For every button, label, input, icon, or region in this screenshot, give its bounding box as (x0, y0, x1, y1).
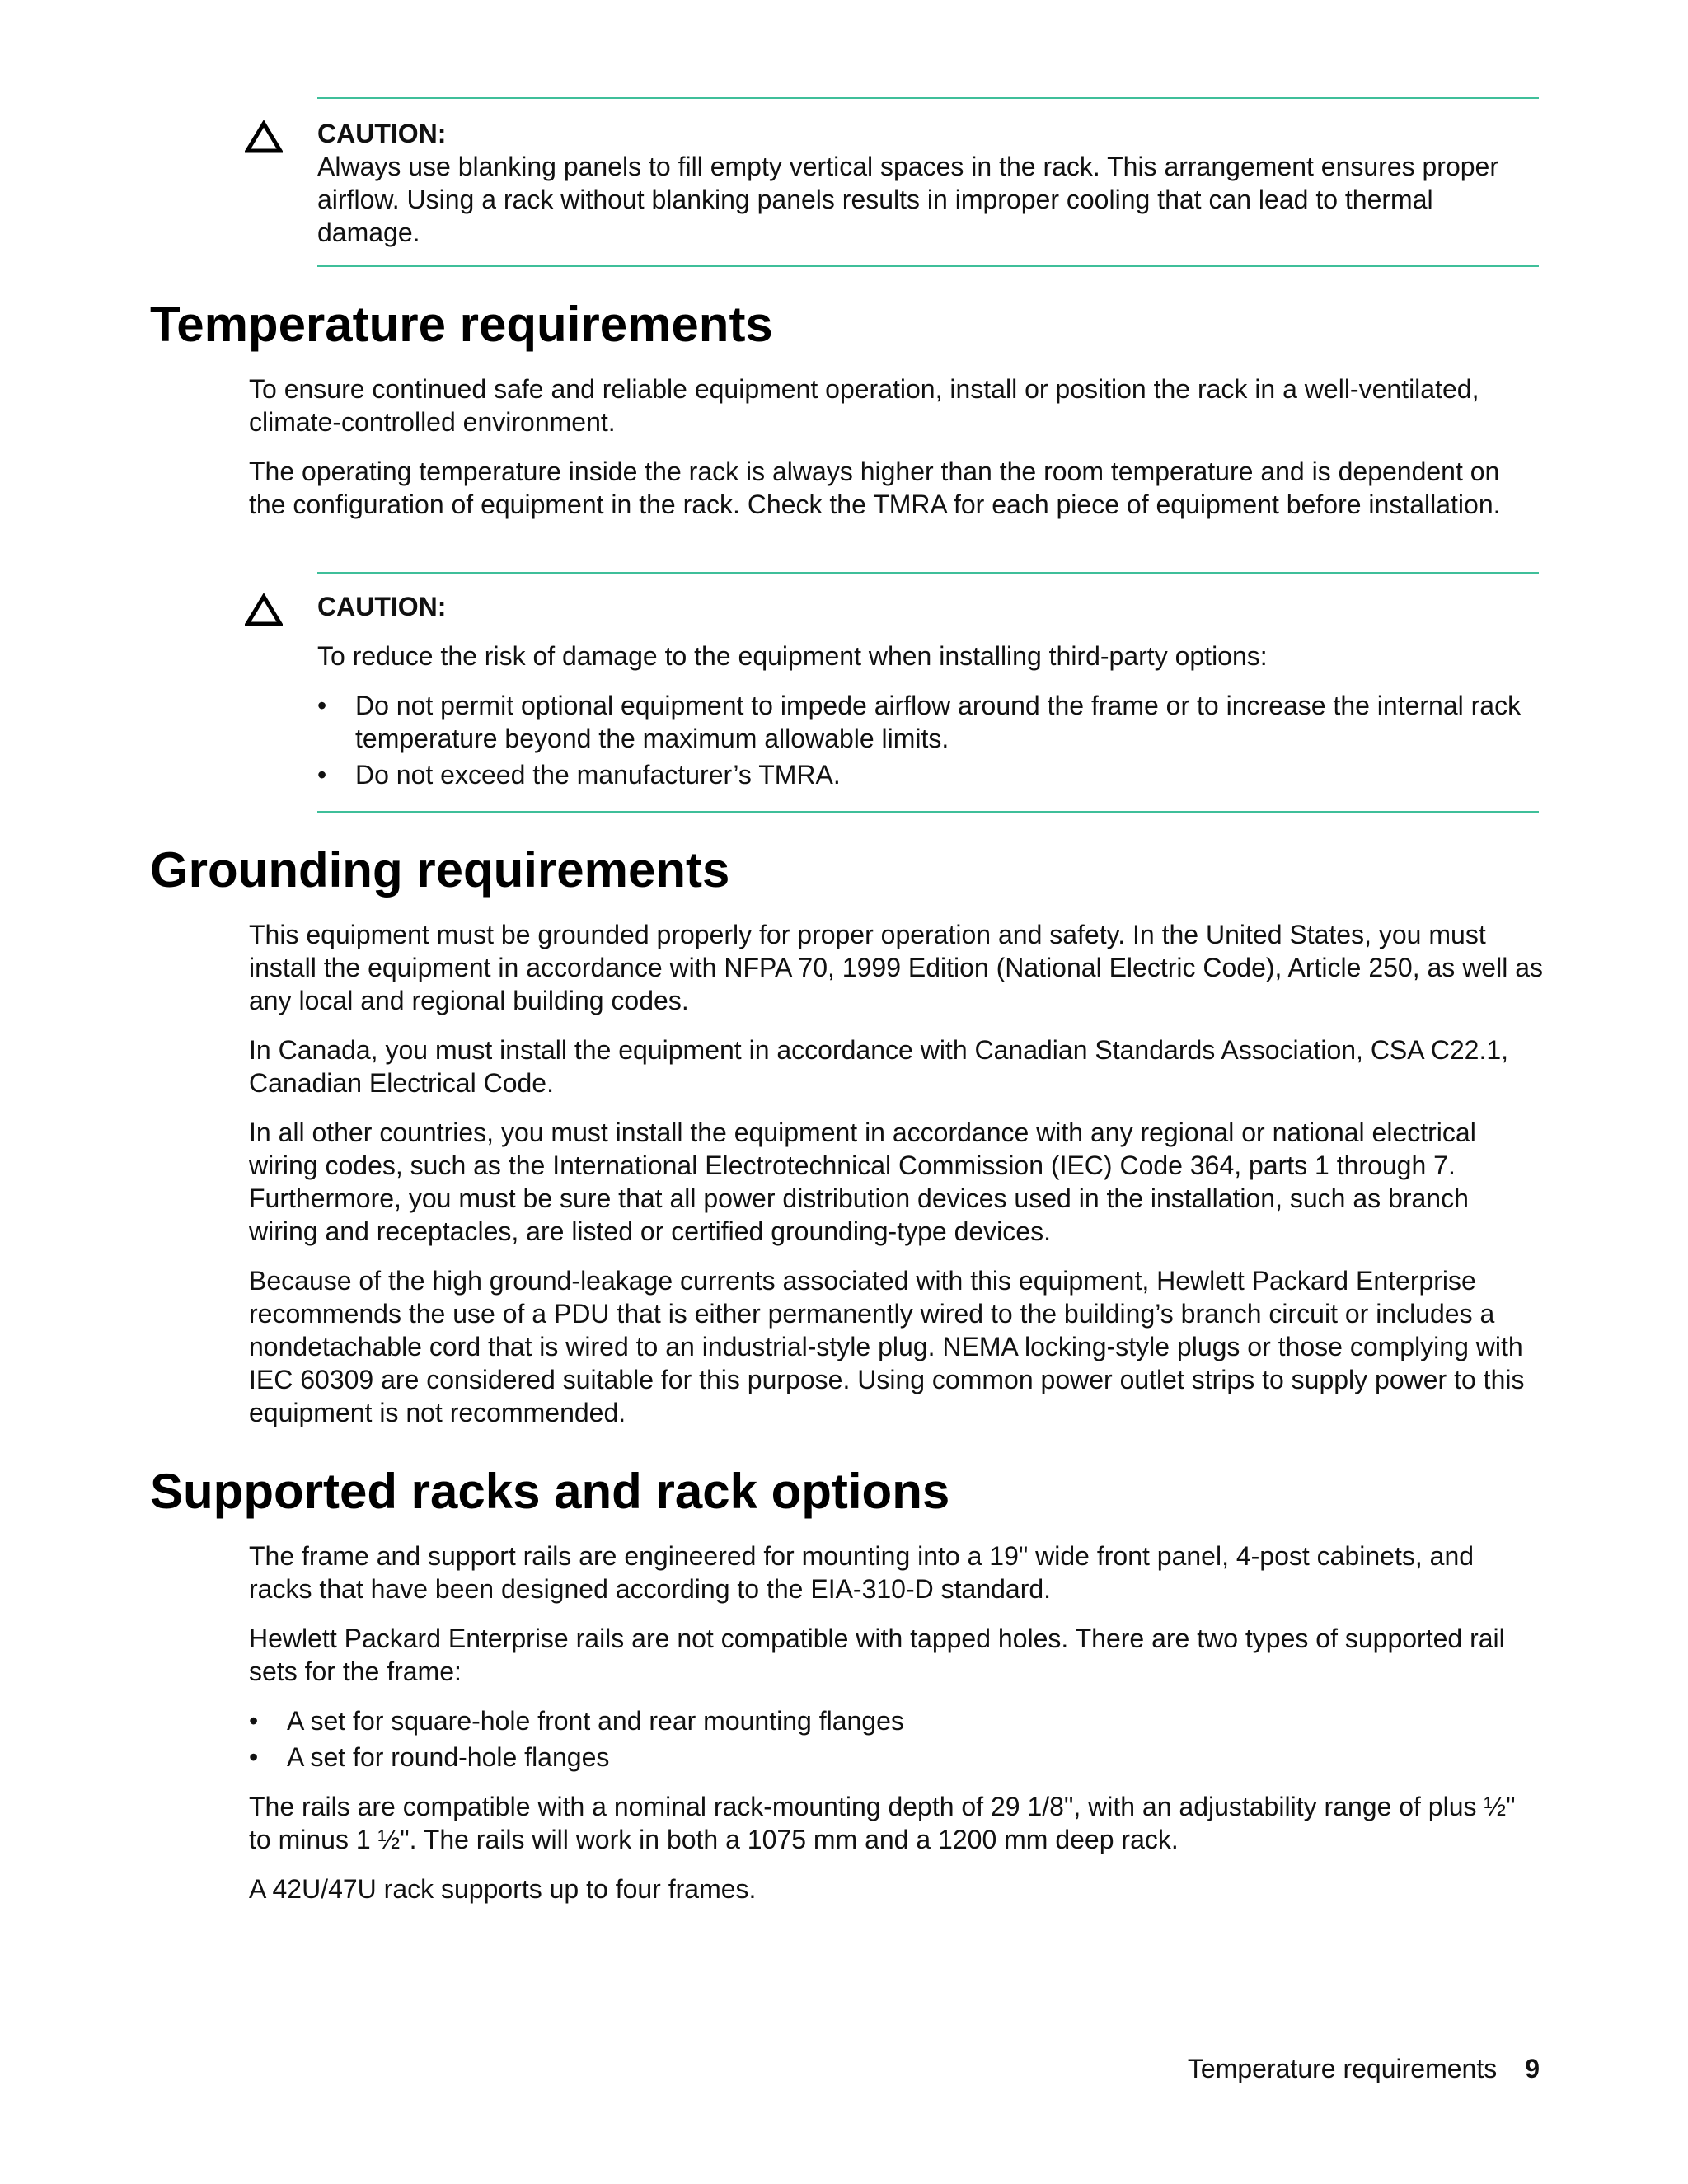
heading-supported-racks: Supported racks and rack options (150, 1464, 950, 1519)
bullet-glyph: • (317, 691, 327, 720)
grounding-paragraph-3: In all other countries, you must install the equipment in accordance with any regional or national electrical wiring codes, such as the International Electrotechnical Commission (IEC) Code 364, parts 1 through 7. Furthermore, you must be sure that all power distribution devices used in the installation, such as branch wiring and receptacles, are listed or certified grounding-type devices. (249, 1118, 1476, 1246)
grounding-paragraph-1: This equipment must be grounded properly for proper operation and safety. In the United States, you must install the equipment in accordance with NFPA 70, 1999 Edition (National Electric Code), Article 250, as well as any local and regional building codes. (249, 920, 1543, 1015)
footer-section-title: Temperature requirements (1187, 2054, 1498, 2083)
rail-sets-bullet-list (249, 1704, 1543, 1774)
page-footer (1188, 2052, 1540, 2085)
bullet-glyph: • (249, 1706, 259, 1736)
list-item (317, 689, 1539, 755)
grounding-paragraph-2: In Canada, you must install the equipment in accordance with Canadian Standards Association, CSA C22.1, Canadian Electrical Code. (249, 1035, 1509, 1098)
temperature-body (249, 373, 1543, 537)
grounding-paragraph-4: Because of the high ground-leakage currents associated with this equipment, Hewlett Packard Enterprise recommends the use of a PDU that is either permanently wired to the building’s branch circuit or includes a nondetachable cord that is wired to an industrial-style plug. NEMA locking-style plugs or those complying with IEC 60309 are considered suitable for this purpose. Using common power outlet strips to supply power to this equipment is not recommended. (249, 1266, 1525, 1427)
caution-note-blanking-panels (317, 97, 1539, 267)
list-item-text: A set for round-hole flanges (287, 1742, 610, 1772)
racks-paragraph-1: The frame and support rails are engineered for mounting into a 19" wide front panel, 4-post cabinets, and racks that have been designed according to the EIA-310-D standard. (249, 1541, 1475, 1604)
bullet-glyph: • (317, 760, 327, 790)
caution-triangle-icon (245, 593, 283, 626)
list-item-text: Do not permit optional equipment to impede airflow around the frame or to increase the internal rack temperature beyond the maximum allowable limits. (355, 691, 1522, 753)
racks-paragraph-3: The rails are compatible with a nominal rack-mounting depth of 29 1/8", with an adjustability range of plus ½" to minus 1 ½". The rails will work in both a 1075 mm and a 1200 mm deep rack. (249, 1792, 1516, 1854)
caution-note-third-party-options (317, 572, 1539, 813)
caution-label: CAUTION: (317, 592, 447, 621)
caution-label: CAUTION: (317, 119, 447, 148)
temperature-paragraph-2: The operating temperature inside the rack is always higher than the room temperature and is dependent on the configuration of equipment in the rack. Check the TMRA for each piece of equipment before installation. (249, 457, 1501, 519)
caution-intro: To reduce the risk of damage to the equipment when installing third-party options: (317, 641, 1268, 671)
heading-grounding-requirements: Grounding requirements (150, 842, 730, 898)
list-item (317, 758, 1539, 791)
grounding-body (249, 918, 1543, 1446)
caution-text: Always use blanking panels to fill empty vertical spaces in the rack. This arrangement ensures proper airflow. Using a rack without blanking panels results in improper cooling that can lead to thermal damage. (317, 152, 1498, 247)
racks-body (249, 1540, 1543, 1922)
racks-paragraph-4: A 42U/47U rack supports up to four frames. (249, 1874, 757, 1904)
temperature-paragraph-1: To ensure continued safe and reliable equipment operation, install or position the rack in a well-ventilated, climate-controlled environment. (249, 374, 1479, 437)
list-item-text: A set for square-hole front and rear mounting flanges (287, 1706, 904, 1736)
caution-bullet-list (317, 689, 1539, 791)
bullet-glyph: • (249, 1742, 259, 1772)
racks-paragraph-2: Hewlett Packard Enterprise rails are not compatible with tapped holes. There are two types of supported rail sets for the frame: (249, 1624, 1505, 1686)
list-item (249, 1704, 1543, 1737)
page-number: 9 (1525, 2054, 1540, 2083)
list-item-text: Do not exceed the manufacturer’s TMRA. (355, 760, 841, 790)
list-item (249, 1741, 1543, 1774)
heading-temperature-requirements: Temperature requirements (150, 297, 773, 352)
caution-triangle-icon (245, 120, 283, 153)
